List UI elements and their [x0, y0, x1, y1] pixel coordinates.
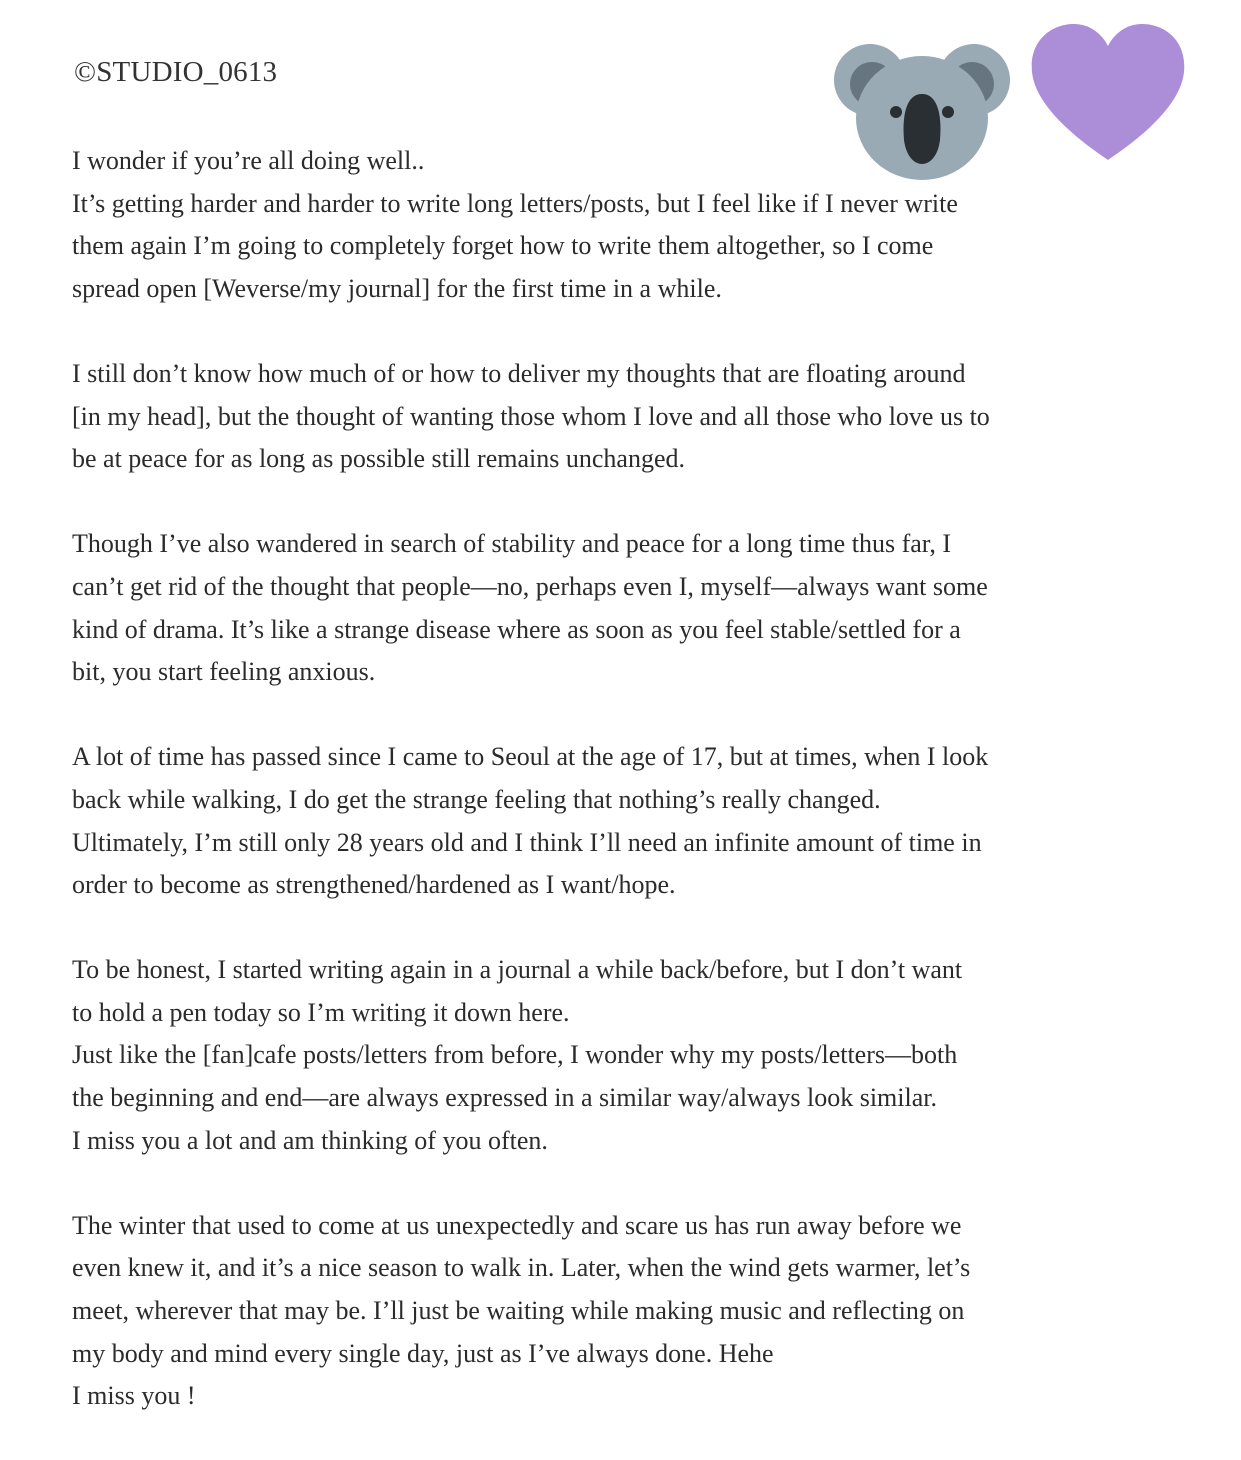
text-line: The winter that used to come at us unexpectedly and scare us has run away before we [72, 1210, 962, 1240]
text-line: them again I’m going to completely forget how to write them altogether, so I come [72, 231, 934, 261]
paragraph [72, 523, 1172, 693]
text-line: Just like the [fan]cafe posts/letters from before, I wonder why my posts/letters—both [72, 1040, 958, 1070]
text-line: back while walking, I do get the strange feeling that nothing’s really changed. [72, 784, 881, 814]
text-line: bit, you start feeling anxious. [72, 657, 376, 687]
letter-body [72, 140, 1172, 1460]
text-line: can’t get rid of the thought that people—no, perhaps even I, myself—always want some [72, 571, 988, 601]
paragraph [72, 353, 1172, 481]
text-line: the beginning and end—are always expressed in a similar way/always look similar. [72, 1083, 937, 1113]
text-line: I wonder if you’re all doing well.. [72, 146, 425, 175]
text-line: order to become as strengthened/hardened as I want/hope. [72, 870, 676, 900]
text-line: I still don’t know how much of or how to deliver my thoughts that are floating around [72, 358, 966, 388]
text-line: To be honest, I started writing again in a journal a while back/before, but I don’t want [72, 955, 963, 985]
text-line: to hold a pen today so I’m writing it down here. [72, 997, 570, 1027]
studio-credit: ©STUDIO_0613 [74, 56, 278, 88]
text-line: It’s getting harder and harder to write long letters/posts, but I feel like if I never write [72, 188, 958, 218]
paragraph [72, 1205, 1172, 1418]
paragraph [72, 736, 1172, 906]
text-line: my body and mind every single day, just as I’ve always done. Hehe [72, 1338, 774, 1368]
text-line: kind of drama. It’s like a strange disease where as soon as you feel stable/settled for a [72, 614, 961, 644]
text-line: [in my head], but the thought of wanting those whom I love and all those who love us to [72, 401, 990, 431]
text-line: spread open [Weverse/my journal] for the first time in a while. [72, 273, 722, 303]
text-line: be at peace for as long as possible still remains unchanged. [72, 444, 685, 474]
text-line: Ultimately, I’m still only 28 years old and I think I’ll need an infinite amount of time in [72, 827, 982, 857]
paragraph [72, 949, 1172, 1162]
paragraph [72, 140, 1172, 310]
text-line: Though I’ve also wandered in search of stability and peace for a long time thus far, I [72, 529, 952, 559]
text-line: meet, wherever that may be. I’ll just be waiting while making music and reflecting on [72, 1296, 965, 1326]
text-line: I miss you a lot and am thinking of you often. [72, 1125, 548, 1155]
text-line: A lot of time has passed since I came to Seoul at the age of 17, but at times, when I look [72, 742, 989, 772]
text-line: even knew it, and it’s a nice season to walk in. Later, when the wind gets warmer, let’s [72, 1253, 971, 1283]
text-line: I miss you ! [72, 1381, 196, 1411]
